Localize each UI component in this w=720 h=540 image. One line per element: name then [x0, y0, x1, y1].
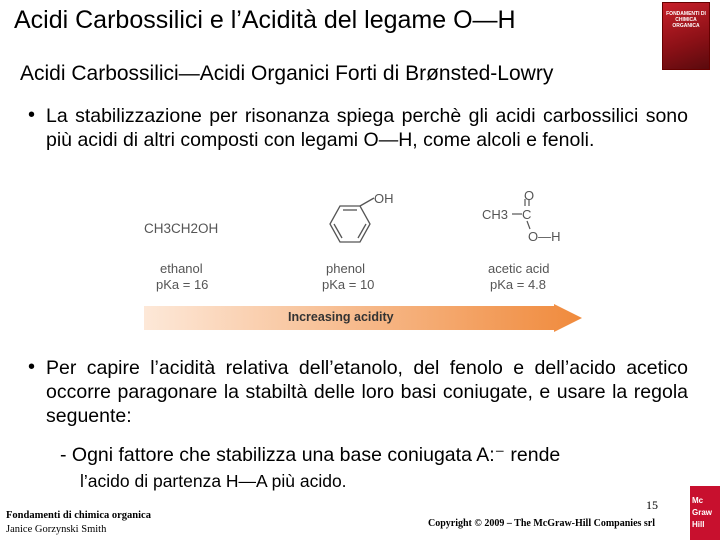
- book-cover-image: [662, 2, 710, 70]
- acetic-oxygen: O: [524, 188, 535, 203]
- slide-subtitle: Acidi Carbossilici—Acidi Organici Forti di Brønsted-Lowry: [20, 62, 554, 85]
- acetic-bonds: [508, 198, 548, 238]
- acetic-oh: O—H: [528, 229, 561, 244]
- ethanol-formula: CH3CH2OH: [144, 221, 219, 236]
- bullet-text-2: Per capire l’acidità relativa dell’etanolo, del fenolo e dell’acido acetico occorre paragonare la stabiltà delle loro basi coniugate, e usare la regola seguente:: [46, 357, 688, 427]
- bullet-text-1: La stabilizzazione per risonanza spiega perchè gli acidi carbossilici sono più acidi di altri composti con legami O—H, come alcoli e fenoli.: [46, 105, 688, 151]
- footer-book-title: Fondamenti di chimica organica: [6, 510, 151, 521]
- bullet-marker: •: [28, 356, 36, 378]
- logo-line: Graw: [692, 508, 713, 517]
- logo-line: Hill: [692, 520, 705, 529]
- publisher-logo: [690, 486, 720, 540]
- sub-bullet-line-1: - Ogni fattore che stabilizza una base coniugata A:⁻ rende: [60, 444, 561, 466]
- phenol-oh-label: OH: [374, 191, 394, 206]
- acetic-carbon: C: [522, 207, 532, 222]
- book-cover-title: FONDAMENTI DI CHIMICA ORGANICA: [666, 11, 706, 29]
- phenol-pka: pKa = 10: [322, 277, 375, 292]
- slide-title: Acidi Carbossilici e l’Acidità del legame O—H: [14, 6, 516, 34]
- sub-bullet-line-2: l’acido di partenza H—A più acido.: [80, 471, 347, 491]
- acetic-ch3: CH3: [482, 207, 509, 222]
- acetic-name: acetic acid: [488, 261, 550, 276]
- phenol-name: phenol: [326, 261, 366, 276]
- ethanol-pka: pKa = 16: [156, 277, 209, 292]
- ethanol-name: ethanol: [160, 261, 203, 276]
- page-number: 15: [646, 498, 658, 512]
- copyright-notice: Copyright © 2009 – The McGraw-Hill Companies srl: [428, 518, 656, 529]
- arrow-label: Increasing acidity: [288, 310, 394, 324]
- acetic-pka: pKa = 4.8: [490, 277, 547, 292]
- footer-author: Janice Gorzynski Smith: [6, 524, 107, 535]
- bullet-marker: •: [28, 104, 36, 126]
- logo-line: Mc: [692, 496, 704, 505]
